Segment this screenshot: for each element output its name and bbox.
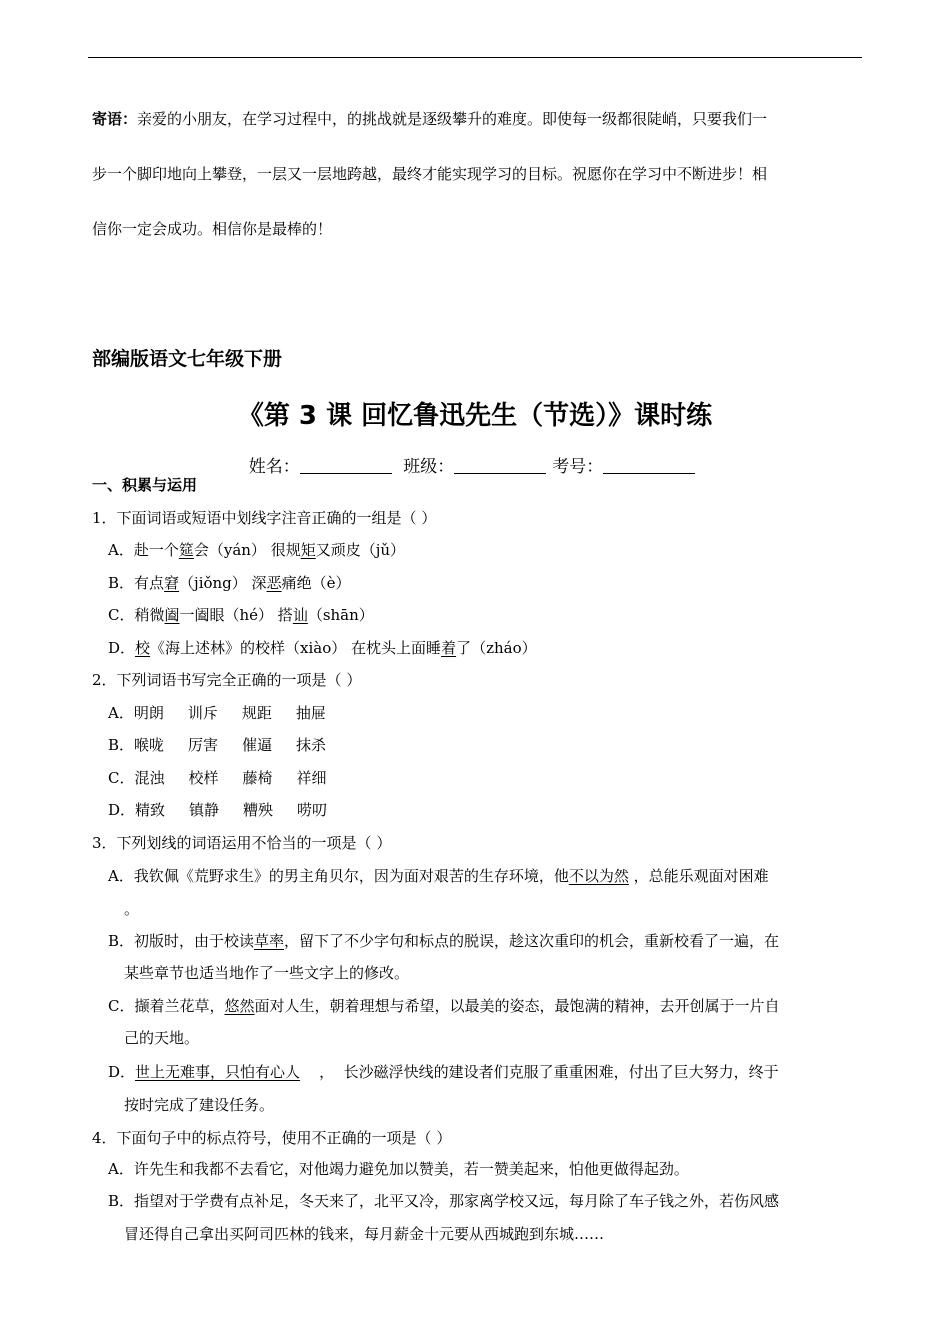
intro-line-2: 步一个脚印地向上攀登，一层又一层地跨越，最终才能实现学习的目标。祝愿你在学习中不断进步！相 <box>92 165 768 183</box>
q1-option-c[interactable]: C．稍微阖一阖眼（hé） 搭讪（shān） <box>108 606 374 624</box>
q4-option-b-cont: 冒还得自己拿出买阿司匹林的钱来，每月薪金十元要从西城跑到东城…… <box>124 1225 605 1243</box>
intro-line-3: 信你一定会成功。相信你是最棒的！ <box>92 220 333 238</box>
intro-label: 寄语： <box>92 110 138 128</box>
q3-option-a-cont: 。 <box>124 900 140 918</box>
intro-text-1: 亲爱的小朋友，在学习过程中，的挑战就是逐级攀升的难度。即使每一级都很陡峭，只要我们一 <box>137 110 768 128</box>
q4-option-a[interactable]: A．许先生和我都不去看它，对他竭力避免加以赞美，若一赞美起来，怕他更做得起劲。 <box>108 1160 689 1178</box>
q3-option-b[interactable]: B．初版时，由于校读草率，留下了不少字句和标点的脱误，趁这次重印的机会，重新校看了一遍，在 <box>108 932 780 950</box>
name-label: 姓名： <box>248 457 300 477</box>
q2-option-a[interactable]: A．明朗 训斥 规距 抽屉 <box>108 704 326 722</box>
q2-option-d[interactable]: D．精致 镇静 糟殃 唠叨 <box>108 801 328 819</box>
q4-option-b[interactable]: B．指望对于学费有点补足，冬天来了，北平又冷，那家离学校又远，每月除了车子钱之外，若伤风感 <box>108 1192 780 1210</box>
q4-stem: 4．下面句子中的标点符号，使用不正确的一项是（ ） <box>92 1129 452 1147</box>
number-label: 考号： <box>552 457 604 477</box>
q2-option-c[interactable]: C．混浊 校样 藤椅 祥细 <box>108 769 327 787</box>
name-blank[interactable] <box>300 457 392 474</box>
q2-option-b[interactable]: B．喉咙 厉害 催逼 抹杀 <box>108 736 327 754</box>
q3-option-d-cont: 按时完成了建设任务。 <box>124 1096 275 1114</box>
class-label: 班级： <box>403 457 455 477</box>
lesson-title: 《第 3 课 回忆鲁迅先生（节选）》课时练 <box>237 401 713 431</box>
q3-option-a[interactable]: A．我钦佩《荒野求生》的男主角贝尔，因为面对艰苦的生存环境，他不以为然 ，总能乐观面对困难 <box>108 867 769 885</box>
header-rule <box>88 57 862 58</box>
q1-stem: 1．下面词语或短语中划线字注音正确的一组是（ ） <box>92 509 437 527</box>
q3-option-d[interactable]: D．世上无难事，只怕有心人 ， 长沙磁浮快线的建设者们克服了重重困难，付出了巨大努力，终于 <box>108 1063 779 1081</box>
book-title: 部编版语文七年级下册 <box>92 348 283 370</box>
q1-option-b[interactable]: B．有点窘（jiǒng） 深恶痛绝（è） <box>108 574 351 592</box>
class-blank[interactable] <box>454 457 546 474</box>
number-blank[interactable] <box>603 457 695 474</box>
intro-line-1 <box>92 108 767 129</box>
q3-option-c-cont: 己的天地。 <box>124 1029 200 1047</box>
q1-option-d[interactable]: D．校《海上述林》的校样（xiào） 在枕头上面睡着了（zháo） <box>108 639 537 657</box>
q3-stem: 3．下列划线的词语运用不恰当的一项是（ ） <box>92 834 392 852</box>
q1-option-a[interactable]: A．赴一个筵会（yán） 很规矩又顽皮（jǔ） <box>108 541 406 559</box>
q3-option-c[interactable]: C．撷着兰花草，悠然面对人生，朝着理想与希望，以最美的姿态，最饱满的精神，去开创属于一片自 <box>108 997 780 1015</box>
section-heading: 一、积累与运用 <box>92 476 198 494</box>
q3-option-b-cont: 某些章节也适当地作了一些文字上的修改。 <box>124 964 410 982</box>
q2-stem: 2．下列词语书写完全正确的一项是（ ） <box>92 671 362 689</box>
